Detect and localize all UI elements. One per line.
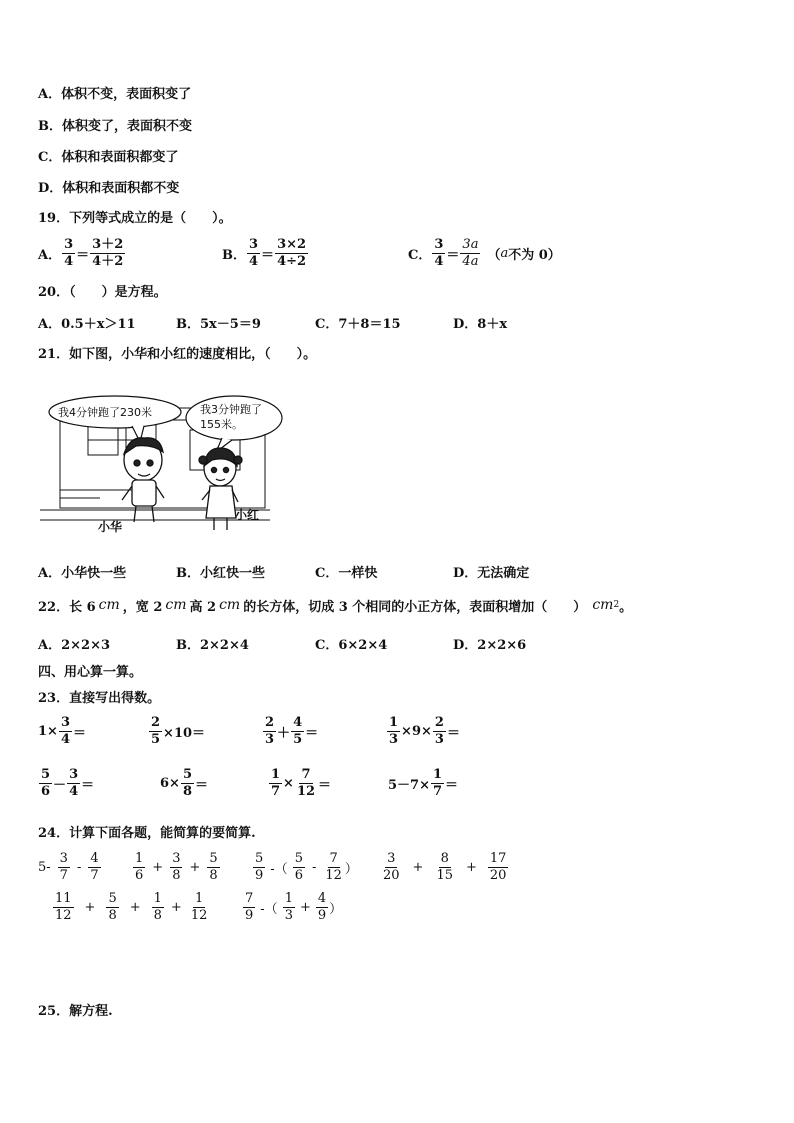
q22-text-4: 的长方体，切成 3 个相同的小正方体，表面积增加（ ） [243, 599, 587, 615]
fraction: $\frac{3}{7}$ [59, 850, 68, 883]
expr-text: ＝ [445, 777, 459, 793]
q20-option-d: D．8＋x [453, 317, 508, 332]
fraction: $\frac{5}{6}$ [294, 850, 303, 883]
name-xiaohua: 小华 [98, 520, 123, 534]
equals-sign: ＝ [446, 247, 460, 263]
expr-text: 5－7× [388, 777, 430, 793]
fraction: $\frac{5}{8}$ [209, 850, 218, 883]
q23-expr-1 [38, 712, 86, 750]
expr-operator: - [311, 859, 317, 875]
expr-text: 5- [38, 859, 51, 875]
expr-operator: + [466, 859, 477, 875]
name-xiaohong: 小红 [235, 508, 260, 522]
fraction: $\frac{3}{4}$ [60, 714, 70, 747]
expr-text: ＝ [318, 777, 332, 793]
fraction: $\frac{3a}{4a}$ [462, 236, 479, 269]
q24-expr-6 [242, 888, 342, 926]
note-variable: a [500, 245, 509, 261]
expr-operator: -（ [260, 901, 278, 917]
unit-cm-squared: cm [592, 597, 614, 613]
expr-operator: -（ [270, 861, 288, 877]
fraction: $\frac{1}{12}$ [190, 890, 208, 923]
q19-option-c [408, 234, 561, 272]
fraction: $\frac{3\times 2}{4\div 2}$ [277, 236, 307, 269]
fraction: $\frac{7}{12}$ [296, 766, 316, 799]
note-text: 不为 0） [508, 247, 561, 263]
unit-cm: cm [165, 597, 187, 613]
q18-option-d: D．体积和表面积都不变 [38, 181, 180, 196]
q24-expr-3 [252, 848, 358, 886]
superscript-2: 2 [613, 600, 620, 610]
q23-expr-2 [148, 712, 205, 750]
q24-expr-5 [52, 888, 210, 926]
fraction: $\frac{4}{5}$ [293, 714, 303, 747]
section-4-heading: 四、用心算一算。 [38, 665, 143, 680]
expr-text: ＝ [73, 725, 87, 741]
q23-expr-5 [38, 764, 94, 802]
fraction: $\frac{5}{6}$ [41, 766, 51, 799]
q21-option-a: A．小华快一些 [38, 566, 127, 581]
q20-option-c: C．7＋8＝15 [315, 317, 401, 332]
q23-expr-6 [160, 764, 208, 802]
q22-option-a: A．2×2×3 [38, 638, 111, 653]
fraction: $\frac{3+2}{4+2}$ [92, 236, 124, 269]
q23-expr-3 [262, 712, 318, 750]
q24-expr-1 [38, 848, 102, 886]
expr-operator: + [412, 859, 424, 875]
q20-stem: 20．（ ）是方程。 [38, 285, 167, 300]
boy-figure [122, 438, 164, 522]
q24-stem: 24．计算下面各题，能简算的要简算. [38, 826, 256, 841]
q20-option-a: A．0.5＋x＞11 [38, 317, 136, 332]
q22-text-5: 。 [619, 599, 633, 615]
q23-expr-7 [268, 764, 331, 802]
q19-a-label: A． [38, 247, 62, 263]
q21-illustration [40, 380, 290, 545]
expr-operator: + [152, 859, 164, 875]
expr-text: 1× [38, 723, 58, 739]
expr-operator: - [76, 859, 82, 875]
q19-c-label: C． [408, 247, 432, 263]
expr-text: ＝ [81, 777, 95, 793]
expr-paren: ） [344, 861, 358, 877]
fraction: $\frac{5}{9}$ [255, 850, 264, 883]
unit-cm: cm [98, 597, 120, 613]
bubble-right-text-1: 我3分钟跑了 [200, 403, 262, 416]
fraction: $\frac{11}{12}$ [55, 890, 72, 923]
expr-text: ＝ [195, 777, 209, 793]
expr-operator: － [53, 777, 67, 793]
q25-stem: 25．解方程. [38, 1004, 113, 1019]
fraction: $\frac{1}{8}$ [153, 890, 162, 923]
fraction: $\frac{5}{8}$ [108, 890, 117, 923]
q18-option-b: B．体积变了，表面积不变 [38, 119, 192, 134]
fraction: $\frac{8}{15}$ [436, 850, 453, 883]
q22-option-c: C．6×2×4 [315, 638, 388, 653]
expr-operator: + [299, 899, 311, 915]
fraction: $\frac{4}{9}$ [317, 890, 327, 923]
fraction: $\frac{5}{8}$ [182, 766, 192, 799]
expr-text: ＝ [446, 725, 460, 741]
q18-option-c: C．体积和表面积都变了 [38, 150, 179, 165]
expr-operator: × [283, 775, 294, 791]
q18-option-a: A．体积不变，表面积变了 [38, 87, 192, 102]
q19-b-label: B． [222, 247, 246, 263]
q21-stem: 21．如下图，小华和小红的速度相比，（ ）。 [38, 347, 317, 362]
fraction: $\frac{7}{9}$ [245, 890, 254, 923]
q23-expr-8 [388, 764, 458, 802]
expr-operator: + [129, 899, 141, 915]
fraction: $\frac{3}{20}$ [383, 850, 400, 883]
q22-option-d: D．2×2×6 [453, 638, 527, 653]
q22-text-2: ，宽 2 [122, 599, 163, 615]
q19-option-b [222, 234, 309, 272]
q19-option-a [38, 234, 126, 272]
fraction: $\frac{4}{7}$ [90, 850, 99, 883]
fraction: $\frac{1}{3}$ [389, 714, 399, 747]
expr-text: 6× [160, 775, 180, 791]
equals-sign: ＝ [261, 247, 275, 263]
q22-text-3: 高 2 [189, 599, 217, 615]
expr-operator: ＋ [277, 725, 291, 741]
expr-text: ＝ [305, 725, 319, 741]
q21-option-b: B．小红快一些 [176, 566, 265, 581]
expr-operator: + [84, 899, 96, 915]
q23-expr-4 [386, 712, 460, 750]
q23-stem: 23．直接写出得数。 [38, 691, 161, 706]
fraction: $\frac{1}{7}$ [271, 766, 281, 799]
fraction: $\frac{3}{4}$ [434, 236, 444, 269]
unit-cm: cm [219, 597, 241, 613]
q19-stem: 19．下列等式成立的是（ ）。 [38, 211, 232, 226]
fraction: $\frac{7}{12}$ [325, 850, 342, 883]
fraction: $\frac{1}{6}$ [135, 850, 144, 883]
q24-expr-2 [132, 848, 221, 886]
q21-option-c: C．一样快 [315, 566, 378, 581]
expr-operator: + [189, 859, 201, 875]
fraction: $\frac{2}{3}$ [434, 714, 444, 747]
fraction: $\frac{17}{20}$ [489, 850, 507, 883]
fraction: $\frac{3}{8}$ [172, 850, 181, 883]
expr-text: ×10＝ [163, 725, 206, 741]
fraction: $\frac{3}{4}$ [64, 236, 74, 269]
note-paren: （ [487, 247, 501, 263]
q22-text-1: 22．长 6 [38, 599, 96, 615]
expr-paren: ） [329, 901, 343, 917]
expr-operator: ×9× [401, 723, 432, 739]
fraction: $\frac{1}{3}$ [284, 890, 293, 923]
fraction: $\frac{2}{5}$ [151, 714, 161, 747]
fraction: $\frac{1}{7}$ [432, 766, 443, 799]
equals-sign: ＝ [76, 247, 90, 263]
q20-option-b: B．5x－5＝9 [176, 317, 261, 332]
expr-operator: + [170, 899, 182, 915]
q24-expr-4 [380, 848, 509, 886]
q22-option-b: B．2×2×4 [176, 638, 249, 653]
q22-stem [38, 594, 632, 616]
fraction: $\frac{2}{3}$ [265, 714, 275, 747]
bubble-right-text-2: 155米。 [200, 418, 243, 431]
bubble-left-text: 我4分钟跑了230米 [58, 406, 152, 419]
q21-option-d: D．无法确定 [453, 566, 530, 581]
fraction: $\frac{3}{4}$ [69, 766, 79, 799]
fraction: $\frac{3}{4}$ [249, 236, 259, 269]
